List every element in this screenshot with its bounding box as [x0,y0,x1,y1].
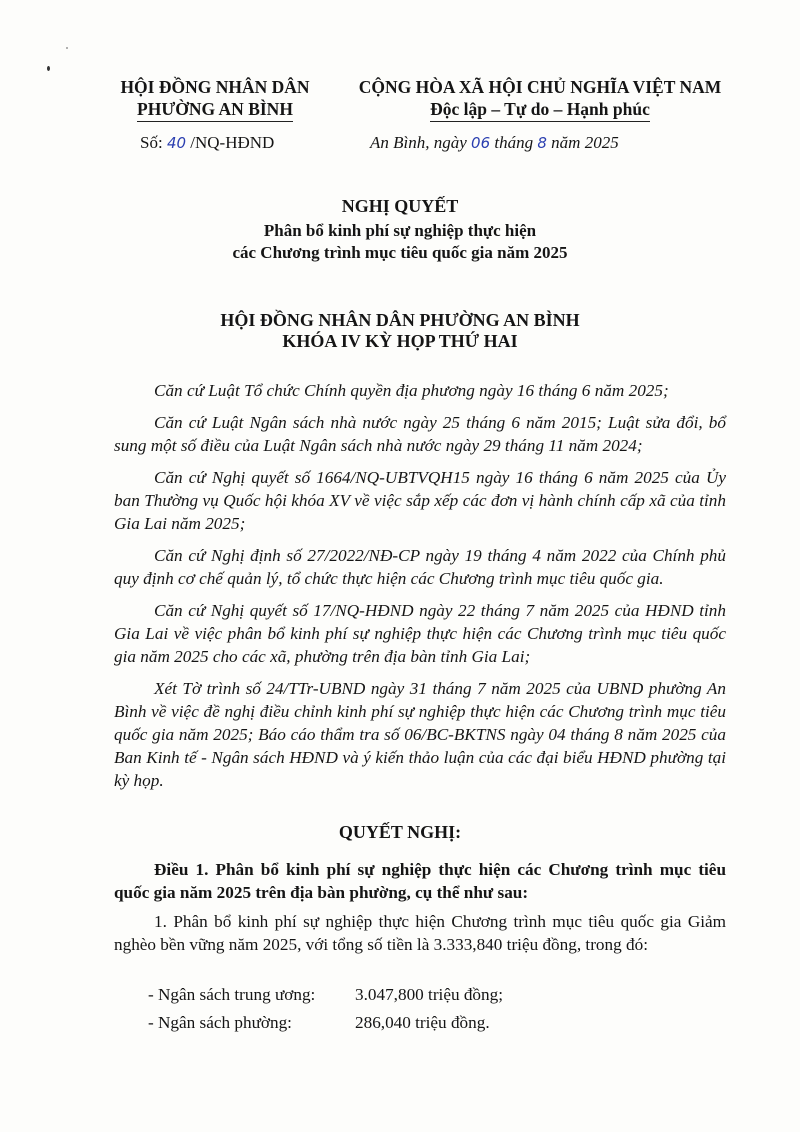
document-number: Số: 40 /NQ-HĐND [140,133,275,152]
national-motto: Độc lập – Tự do – Hạnh phúc [430,98,650,122]
handwritten-number: 40 [166,134,187,152]
council-session: KHÓA IV KỲ HỌP THỨ HAI [282,331,518,351]
handwritten-day: 06 [471,134,491,152]
budget-row [148,1013,490,1033]
decision-heading: QUYẾT NGHỊ: [338,822,462,842]
preamble-item: Căn cứ Nghị quyết số 17/NQ-HĐND ngày 22 tháng 7 năm 2025 của HĐND tỉnh Gia Lai về việc phân bổ kinh phí sự nghiệp thực hiện các Chương trình mục tiêu quốc gia năm 2025 cho các xã, phường trên địa bàn tỉnh Gia Lai; [114,601,726,666]
preamble-item: Căn cứ Luật Tổ chức Chính quyền địa phương ngày 16 tháng 6 năm 2025; [154,381,669,400]
item-number: 1. [154,912,167,931]
scan-speck [66,47,68,49]
preamble-item: Căn cứ Nghị định số 27/2022/NĐ-CP ngày 19 tháng 4 năm 2022 của Chính phủ quy định cơ chế quản lý, tổ chức thực hiện các Chương trình mục tiêu quốc gia. [114,546,726,588]
item-text: Phân bổ kinh phí sự nghiệp thực hiện Chương trình mục tiêu quốc gia Giảm nghèo bền vững năm 2025, với tổng số tiền là 3.333,840 triệu đồng, trong đó: [114,912,726,954]
issuer-block [100,76,330,122]
scan-speck [47,66,50,71]
document-subtitle-2: các Chương trình mục tiêu quốc gia năm 2025 [232,243,568,262]
national-title: CỘNG HÒA XÃ HỘI CHỦ NGHĨA VIỆT NAM [358,77,722,97]
preamble-item: Căn cứ Luật Ngân sách nhà nước ngày 25 tháng 6 năm 2015; Luật sửa đổi, bổ sung một số điều của Luật Ngân sách nhà nước ngày 29 tháng 11 năm 2024; [114,413,726,455]
document-subtitle-1: Phân bổ kinh phí sự nghiệp thực hiện [263,221,537,240]
issuer-line-2: PHƯỜNG AN BÌNH [137,98,293,122]
article-1-item-1 [114,910,726,956]
preamble-item: Xét Tờ trình số 24/TTr-UBND ngày 31 tháng 7 năm 2025 của UBND phường An Bình về việc đề nghị điều chỉnh kinh phí sự nghiệp thực hiện các Chương trình mục tiêu quốc gia năm 2025; Báo cáo thẩm tra số 06/BC-BKTNS ngày 04 tháng 8 năm 2025 của Ban Kinh tế - Ngân sách HĐND và ý kiến thảo luận của các đại biểu HĐND phường tại kỳ họp. [114,679,726,790]
budget-amount: 286,040 triệu đồng. [355,1013,490,1032]
article-1-heading: Điều 1. Phân bổ kinh phí sự nghiệp thực hiện các Chương trình mục tiêu quốc gia năm 2025 trên địa bàn phường, cụ thể như sau: [114,860,726,902]
handwritten-month: 8 [537,134,547,152]
national-motto-block [340,76,740,122]
issuer-line-1: HỘI ĐỒNG NHÂN DÂN [120,77,310,97]
budget-amount: 3.047,800 triệu đồng; [355,985,503,1004]
document-title: NGHỊ QUYẾT [341,196,459,216]
preamble-item: Căn cứ Nghị quyết số 1664/NQ-UBTVQH15 ngày 16 tháng 6 năm 2025 của Ủy ban Thường vụ Quốc hội khóa XV về việc sắp xếp các đơn vị hành chính cấp xã của tỉnh Gia Lai năm 2025; [114,468,726,533]
budget-label: - Ngân sách phường: [148,1013,292,1032]
budget-label: - Ngân sách trung ương: [148,985,316,1004]
document-date: An Bình, ngày 06 tháng 8 năm 2025 [370,133,619,152]
council-name: HỘI ĐỒNG NHÂN DÂN PHƯỜNG AN BÌNH [220,310,580,330]
budget-row [148,985,503,1005]
preamble [114,379,726,792]
